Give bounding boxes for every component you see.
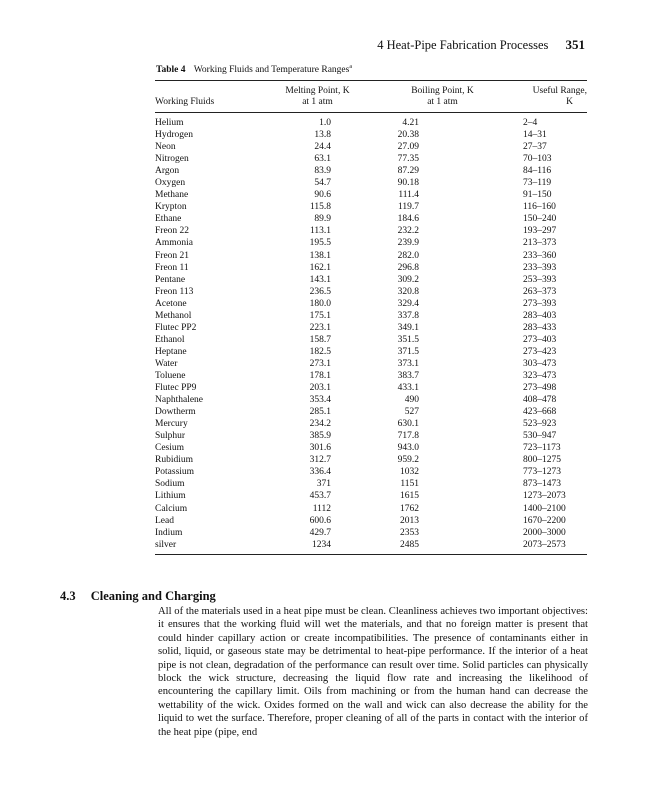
cell-useful-range: 273–423: [523, 346, 557, 357]
cell-melting-point: 195.5: [309, 238, 331, 249]
table-top-rule: [155, 80, 587, 81]
table-row: [155, 442, 587, 454]
cell-fluid: Toluene: [155, 370, 186, 381]
cell-melting-point: 175.1: [309, 310, 331, 321]
cell-boiling-point: 630.1: [397, 419, 419, 430]
chapter-title: 4 Heat-Pipe Fabrication Processes: [377, 38, 549, 52]
cell-fluid: Lead: [155, 515, 174, 526]
cell-boiling-point: 351.5: [397, 334, 419, 345]
cell-fluid: Acetone: [155, 298, 187, 309]
cell-melting-point: 273.1: [309, 358, 331, 369]
cell-boiling-point: 232.2: [397, 226, 419, 237]
cell-boiling-point: 2485: [400, 539, 419, 550]
cell-melting-point: 600.6: [309, 515, 331, 526]
working-fluids-table: [155, 80, 587, 555]
cell-useful-range: 14–31: [523, 130, 547, 141]
table-row: [155, 539, 587, 551]
table-row: [155, 406, 587, 418]
cell-useful-range: 273–393: [523, 298, 557, 309]
cell-melting-point: 13.8: [314, 130, 331, 141]
cell-melting-point: 143.1: [309, 274, 331, 285]
cell-fluid: Oxygen: [155, 178, 186, 189]
table-row: [155, 382, 587, 394]
cell-fluid: silver: [155, 539, 177, 550]
table-row: [155, 346, 587, 358]
cell-boiling-point: 329.4: [397, 298, 419, 309]
cell-boiling-point: 239.9: [397, 238, 419, 249]
cell-melting-point: 1234: [312, 539, 331, 550]
cell-useful-range: 2073–2573: [523, 539, 566, 550]
cell-boiling-point: 309.2: [397, 274, 419, 285]
table-row: [155, 310, 587, 322]
cell-useful-range: 1670–2200: [523, 515, 566, 526]
page-number: 351: [565, 37, 585, 52]
cell-useful-range: 27–37: [523, 142, 547, 153]
table-title-footnote-mark: a: [349, 64, 353, 70]
cell-fluid: Freon 22: [155, 226, 190, 237]
cell-melting-point: 353.4: [309, 395, 331, 406]
cell-boiling-point: 433.1: [397, 383, 419, 394]
cell-fluid: Naphthalene: [155, 395, 204, 406]
cell-boiling-point: 27.09: [397, 142, 419, 153]
cell-fluid: Methane: [155, 190, 189, 201]
cell-boiling-point: 87.29: [397, 166, 419, 177]
cell-fluid: Helium: [155, 118, 184, 128]
cell-melting-point: 236.5: [309, 286, 331, 297]
header-boiling-point: Boiling Point, K at 1 atm: [411, 86, 474, 107]
header-useful-range: Useful Range, K: [532, 86, 587, 107]
table-row: [155, 262, 587, 274]
cell-useful-range: 800–1275: [523, 455, 561, 466]
cell-melting-point: 158.7: [309, 334, 331, 345]
cell-useful-range: 723–1173: [523, 443, 561, 454]
cell-fluid: Methanol: [155, 310, 192, 321]
cell-boiling-point: 184.6: [397, 214, 419, 225]
table-row: [155, 286, 587, 298]
cell-boiling-point: 349.1: [397, 322, 419, 333]
cell-boiling-point: 282.0: [397, 250, 419, 261]
table-row: [155, 117, 587, 129]
cell-melting-point: 182.5: [309, 346, 331, 357]
cell-boiling-point: 296.8: [397, 262, 419, 273]
cell-melting-point: 285.1: [309, 407, 331, 418]
cell-useful-range: 213–373: [523, 238, 557, 249]
cell-useful-range: 1400–2100: [523, 503, 566, 514]
cell-melting-point: 203.1: [309, 383, 331, 394]
table-row: [155, 515, 587, 527]
cell-melting-point: 113.1: [309, 226, 331, 237]
cell-useful-range: 233–393: [523, 262, 557, 273]
cell-useful-range: 84–116: [523, 166, 552, 177]
cell-boiling-point: 373.1: [397, 358, 419, 369]
cell-fluid: Hydrogen: [155, 130, 193, 141]
cell-boiling-point: 1151: [400, 479, 419, 490]
cell-useful-range: 2000–3000: [523, 527, 566, 538]
table-row: [155, 322, 587, 334]
table-row: [155, 298, 587, 310]
cell-fluid: Indium: [155, 527, 183, 538]
cell-boiling-point: 2013: [400, 515, 419, 526]
cell-boiling-point: 717.8: [397, 431, 419, 442]
cell-fluid: Calcium: [155, 503, 188, 514]
table-row: [155, 430, 587, 442]
cell-melting-point: 312.7: [309, 455, 331, 466]
table-row: [155, 189, 587, 201]
cell-useful-range: 773–1273: [523, 467, 561, 478]
table-row: [155, 370, 587, 382]
table-row: [155, 237, 587, 249]
cell-fluid: Mercury: [155, 419, 188, 430]
cell-fluid: Sodium: [155, 479, 185, 490]
table-caption: [156, 64, 352, 75]
cell-melting-point: 234.2: [309, 419, 331, 430]
section-title: Cleaning and Charging: [90, 589, 216, 603]
cell-useful-range: 523–923: [523, 419, 557, 430]
cell-melting-point: 138.1: [309, 250, 331, 261]
cell-melting-point: 371: [316, 479, 331, 490]
cell-fluid: Heptane: [155, 346, 187, 357]
table-bottom-rule: [155, 554, 587, 555]
table-header: [155, 86, 587, 108]
table-row: [155, 153, 587, 165]
table-row: [155, 358, 587, 370]
cell-boiling-point: 371.5: [397, 346, 419, 357]
cell-melting-point: 178.1: [309, 370, 331, 381]
cell-useful-range: 303–473: [523, 358, 557, 369]
cell-useful-range: 116–160: [523, 202, 556, 213]
cell-fluid: Freon 113: [155, 286, 194, 297]
cell-boiling-point: 383.7: [397, 370, 419, 381]
cell-useful-range: 283–403: [523, 310, 557, 321]
cell-fluid: Rubidium: [155, 455, 194, 466]
table-row: [155, 334, 587, 346]
cell-melting-point: 429.7: [309, 527, 331, 538]
header-working-fluids: Working Fluids: [155, 97, 215, 107]
table-row: [155, 274, 587, 286]
table-row: [155, 165, 587, 177]
section-heading: [60, 589, 216, 604]
cell-fluid: Cesium: [155, 443, 185, 454]
header-melting-point: Melting Point, K at 1 atm: [285, 86, 350, 107]
cell-boiling-point: 77.35: [397, 154, 419, 165]
cell-melting-point: 63.1: [314, 154, 331, 165]
cell-melting-point: 180.0: [309, 298, 331, 309]
cell-boiling-point: 1762: [400, 503, 419, 514]
table-row: [155, 418, 587, 430]
cell-useful-range: 263–373: [523, 286, 557, 297]
table-title: Working Fluids and Temperature Ranges: [193, 65, 350, 76]
cell-boiling-point: 1032: [400, 467, 419, 478]
table-row: [155, 466, 587, 478]
table-row: [155, 177, 587, 189]
cell-fluid: Ammonia: [155, 238, 193, 249]
cell-melting-point: 89.9: [314, 214, 331, 225]
table-row: [155, 250, 587, 262]
cell-boiling-point: 4.21: [402, 118, 419, 128]
cell-boiling-point: 320.8: [397, 286, 419, 297]
cell-useful-range: 873–1473: [523, 479, 561, 490]
cell-fluid: Freon 21: [155, 250, 190, 261]
cell-fluid: Ethane: [155, 214, 182, 225]
cell-melting-point: 54.7: [314, 178, 331, 189]
cell-useful-range: 408–478: [523, 395, 557, 406]
cell-melting-point: 83.9: [314, 166, 331, 177]
cell-melting-point: 223.1: [309, 322, 331, 333]
table-row: [155, 394, 587, 406]
cell-useful-range: 273–403: [523, 334, 557, 345]
cell-fluid: Neon: [155, 142, 176, 153]
cell-useful-range: 530–947: [523, 431, 557, 442]
table-header-rule: [155, 112, 587, 113]
cell-useful-range: 1273–2073: [523, 491, 566, 502]
cell-melting-point: 162.1: [309, 262, 331, 273]
cell-melting-point: 1.0: [319, 118, 331, 128]
cell-boiling-point: 119.7: [397, 202, 419, 213]
cell-useful-range: 423–668: [523, 407, 557, 418]
cell-fluid: Water: [155, 358, 178, 369]
table-row: [155, 503, 587, 515]
cell-boiling-point: 111.4: [398, 190, 419, 201]
cell-melting-point: 453.7: [309, 491, 331, 502]
cell-melting-point: 1112: [312, 503, 331, 514]
cell-boiling-point: 2353: [400, 527, 419, 538]
cell-melting-point: 24.4: [314, 142, 331, 153]
cell-fluid: Flutec PP2: [155, 322, 197, 333]
cell-fluid: Potassium: [155, 467, 195, 478]
cell-boiling-point: 490: [404, 395, 419, 406]
cell-useful-range: 253–393: [523, 274, 557, 285]
section-number: 4.3: [60, 589, 76, 603]
cell-fluid: Freon 11: [155, 262, 189, 273]
cell-melting-point: 301.6: [309, 443, 331, 454]
cell-useful-range: 73–119: [523, 178, 552, 189]
cell-fluid: Argon: [155, 166, 180, 177]
body-paragraph: All of the materials used in a heat pipe must be clean. Cleanliness achieves two important objectives: it ensures that the working fluid will wet the materials, and that no foreign matter is present that could hinder capillary action or create incompatibilities. The presence of contaminants either in solid, liquid, or gaseous state may be detrimental to heat-pipe performance. If the interior of a heat pipe is not clean, degradation of the performance can result over time. Solid particles can physically block the wick structure, decreasing the liquid flow rate and increasing the likelihood of encountering the capillary limit. Oils from machining or from the human hand can decrease the wettability of the wick. Oxides formed on the wall and wick can also decrease the ability for the liquid to wet the surface. Therefore, proper cleaning of all of the parts in contact with the interior of the heat pipe (pipe, end: [158, 606, 588, 738]
cell-fluid: Lithium: [155, 491, 186, 502]
table-row: [155, 478, 587, 490]
cell-boiling-point: 943.0: [397, 443, 419, 454]
cell-useful-range: 70–103: [523, 154, 552, 165]
cell-melting-point: 385.9: [309, 431, 331, 442]
cell-useful-range: 283–433: [523, 322, 557, 333]
table-row: [155, 225, 587, 237]
cell-fluid: Nitrogen: [155, 154, 189, 165]
cell-fluid: Dowtherm: [155, 407, 196, 418]
table-row: [155, 201, 587, 213]
cell-useful-range: 323–473: [523, 370, 557, 381]
cell-fluid: Krypton: [155, 202, 187, 213]
table-row: [155, 213, 587, 225]
cell-useful-range: 91–150: [523, 190, 552, 201]
cell-fluid: Pentane: [155, 274, 186, 285]
table-label: Table 4: [156, 65, 186, 76]
cell-useful-range: 193–297: [523, 226, 557, 237]
cell-useful-range: 2–4: [523, 118, 538, 128]
cell-fluid: Ethanol: [155, 334, 185, 345]
cell-useful-range: 150–240: [523, 214, 557, 225]
table-row: [155, 129, 587, 141]
cell-boiling-point: 959.2: [397, 455, 419, 466]
table-body: [155, 117, 587, 551]
cell-melting-point: 336.4: [309, 467, 331, 478]
cell-fluid: Sulphur: [155, 431, 186, 442]
table-row: [155, 490, 587, 502]
running-head: [377, 37, 585, 53]
cell-useful-range: 273–498: [523, 383, 557, 394]
table-row: [155, 527, 587, 539]
cell-boiling-point: 90.18: [397, 178, 419, 189]
cell-boiling-point: 337.8: [397, 310, 419, 321]
cell-melting-point: 90.6: [314, 190, 331, 201]
cell-boiling-point: 527: [404, 407, 419, 418]
cell-boiling-point: 20.38: [397, 130, 419, 141]
cell-boiling-point: 1615: [400, 491, 419, 502]
table-row: [155, 454, 587, 466]
table-row: [155, 141, 587, 153]
cell-fluid: Flutec PP9: [155, 383, 197, 394]
cell-melting-point: 115.8: [309, 202, 331, 213]
cell-useful-range: 233–360: [523, 250, 557, 261]
